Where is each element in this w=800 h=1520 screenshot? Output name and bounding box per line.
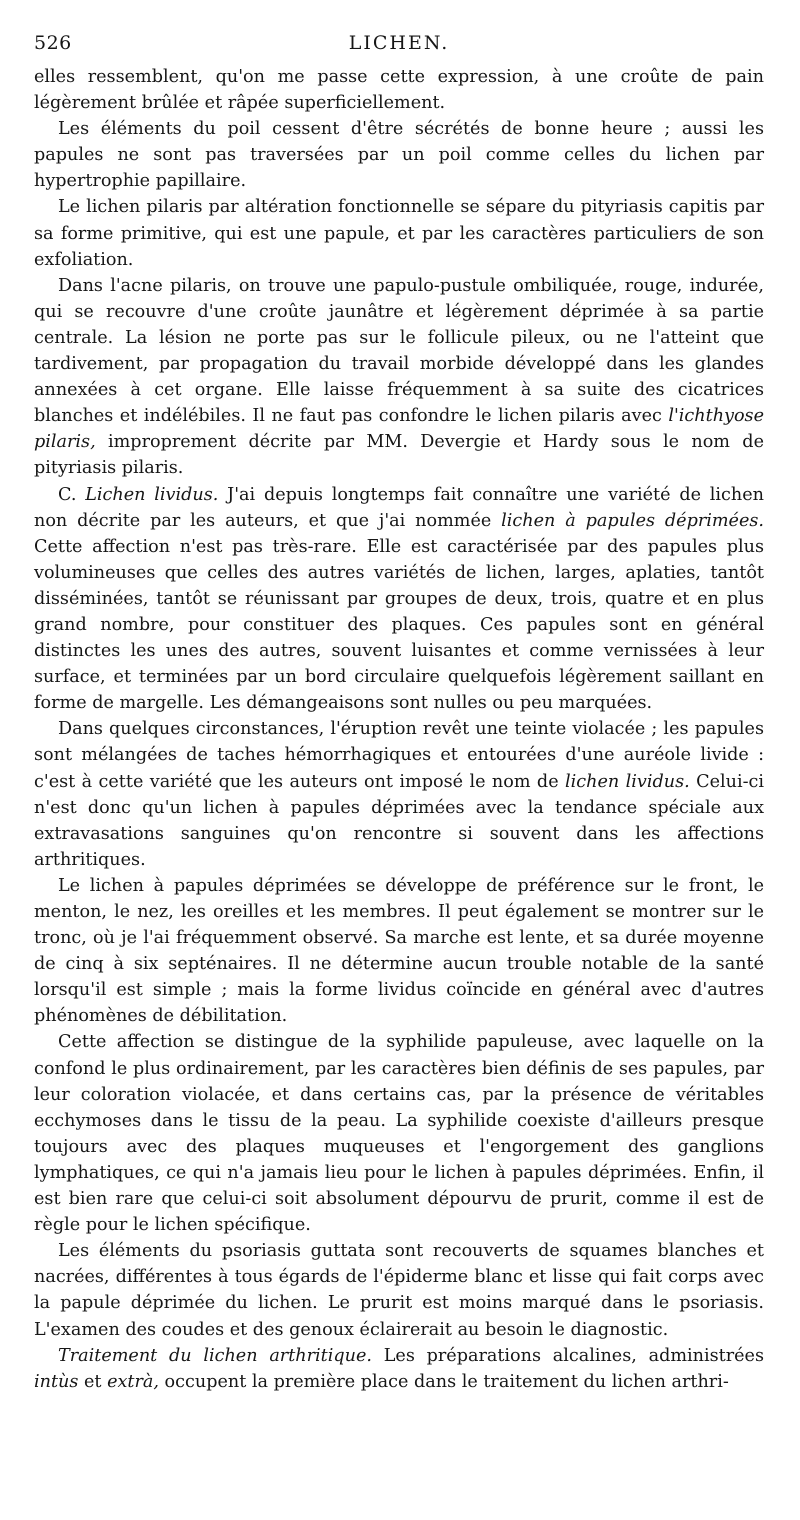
text-run: Dans quelques circonstances, l'éruption revêt une teinte violacée ; les papules sont mélangées de taches hémorrhagiques et entourées d'une auréole livide : c'est à cette variété que les auteurs ont imposé le nom de	[34, 719, 764, 792]
text-run: Le lichen à papules déprimées se développe de préférence sur le front, le menton, le nez, les oreilles et les membres. Il peut également se montrer sur le tronc, où je l'ai fréquemment observé. Sa marche est lente, et sa durée moyenne de cinq à six septénaires. Il ne détermine aucun trouble notable de la santé lorsqu'il est simple ; mais la forme lividus coïncide en général avec d'autres phénomènes de débilitation.	[34, 875, 764, 1027]
text-run: Les éléments du psoriasis guttata sont recouverts de squames blanches et nacrées, différentes à tous égards de l'épiderme blanc et lisse qui fait corps avec la papule déprimée du lichen. Le prurit est moins marqué dans le psoriasis. L'examen des coudes et des genoux éclairerait au besoin le diagnostic.	[34, 1241, 764, 1340]
italic-text: Traitement du lichen arthritique.	[58, 1345, 372, 1366]
text-run: J'ai depuis longtemps fait connaître une variété de lichen non décrite par les auteurs, et que j'ai nommée	[34, 484, 764, 531]
paragraph	[34, 116, 764, 194]
paragraph	[34, 716, 764, 873]
paragraph	[34, 873, 764, 1030]
text-run: Les préparations alcalines, administrées	[371, 1345, 764, 1366]
body-text	[34, 64, 764, 1395]
text-run: Dans l'acne pilaris, on trouve une papulo-pustule ombiliquée, rouge, indurée, qui se recouvre d'une croûte jaunâtre et légèrement déprimée à sa partie centrale. La lésion ne porte pas sur le follicule pileux, ou ne l'atteint que tardivement, par propagation du travail morbide développé dans les glandes annexées à cet organe. Elle laisse fréquemment à sa suite des cicatrices blanches et indélébiles. Il ne faut pas confondre le lichen pilaris avec	[34, 275, 764, 427]
italic-text: lichen lividus.	[565, 771, 690, 792]
paragraph	[34, 194, 764, 272]
running-head	[34, 30, 764, 64]
italic-text: extrà,	[107, 1371, 159, 1392]
text-run: Celui-ci n'est donc qu'un lichen à papules déprimées avec la tendance spéciale aux extravasations sanguines qu'on rencontre si souvent dans les affections arthritiques.	[34, 771, 765, 870]
text-run: Cette affection n'est pas très-rare. Elle est caractérisée par des papules plus volumineuses que celles des autres variétés de lichen, larges, aplaties, tantôt disséminées, tantôt se réunissant par groupes de deux, trois, quatre et en plus grand nombre, pour constituer des plaques. Ces papules sont en général distinctes les unes des autres, souvent luisantes et comme vernissées à leur surface, et terminées par un bord circulaire quelquefois légèrement saillant en forme de margelle. Les démangeaisons sont nulles ou peu marquées.	[34, 536, 764, 714]
paragraph	[34, 64, 764, 116]
paragraph	[34, 482, 764, 717]
paragraph	[34, 1029, 764, 1238]
text-run: Le lichen pilaris par altération fonctionnelle se sépare du pityriasis capitis par sa forme primitive, qui est une papule, et par les caractères particuliers de son exfoliation.	[34, 197, 764, 270]
text-run: et	[78, 1371, 108, 1392]
running-title: LICHEN.	[348, 32, 450, 54]
italic-text: l'ichthyose pilaris,	[34, 406, 764, 453]
paragraph	[34, 1343, 764, 1395]
text-run: Les éléments du poil cessent d'être sécrétés de bonne heure ; aussi les papules ne sont pas traversées par un poil comme celles du lichen par hypertrophie papillaire.	[34, 119, 764, 192]
italic-text: lichen à papules déprimées.	[501, 510, 764, 531]
text-run: elles ressemblent, qu'on me passe cette expression, à une croûte de pain légèrement brûlée et râpée superficiellement.	[34, 67, 764, 114]
paragraph	[34, 273, 764, 482]
text-run: Cette affection se distingue de la syphilide papuleuse, avec laquelle on la confond le plus ordinairement, par les caractères bien définis de ses papules, par leur coloration violacée, et dans certains cas, par la présence de véritables ecchymoses dans le tissu de la peau. La syphilide coexiste d'ailleurs presque toujours avec des plaques muqueuses et l'engorgement des ganglions lymphatiques, ce qui n'a jamais lieu pour le lichen à papules déprimées. Enfin, il est bien rare que celui-ci soit absolument dépourvu de prurit, comme il est de règle pour le lichen spécifique.	[34, 1032, 764, 1236]
text-run: improprement décrite par MM. Devergie et Hardy sous le nom de pityriasis pilaris.	[34, 432, 764, 479]
italic-text: intùs	[34, 1371, 79, 1392]
text-run: C.	[58, 484, 86, 505]
italic-text: Lichen lividus.	[85, 484, 219, 505]
page-number: 526	[34, 32, 72, 54]
text-run: occupent la première place dans le traitement du lichen arthri-	[158, 1371, 729, 1392]
paragraph	[34, 1238, 764, 1342]
